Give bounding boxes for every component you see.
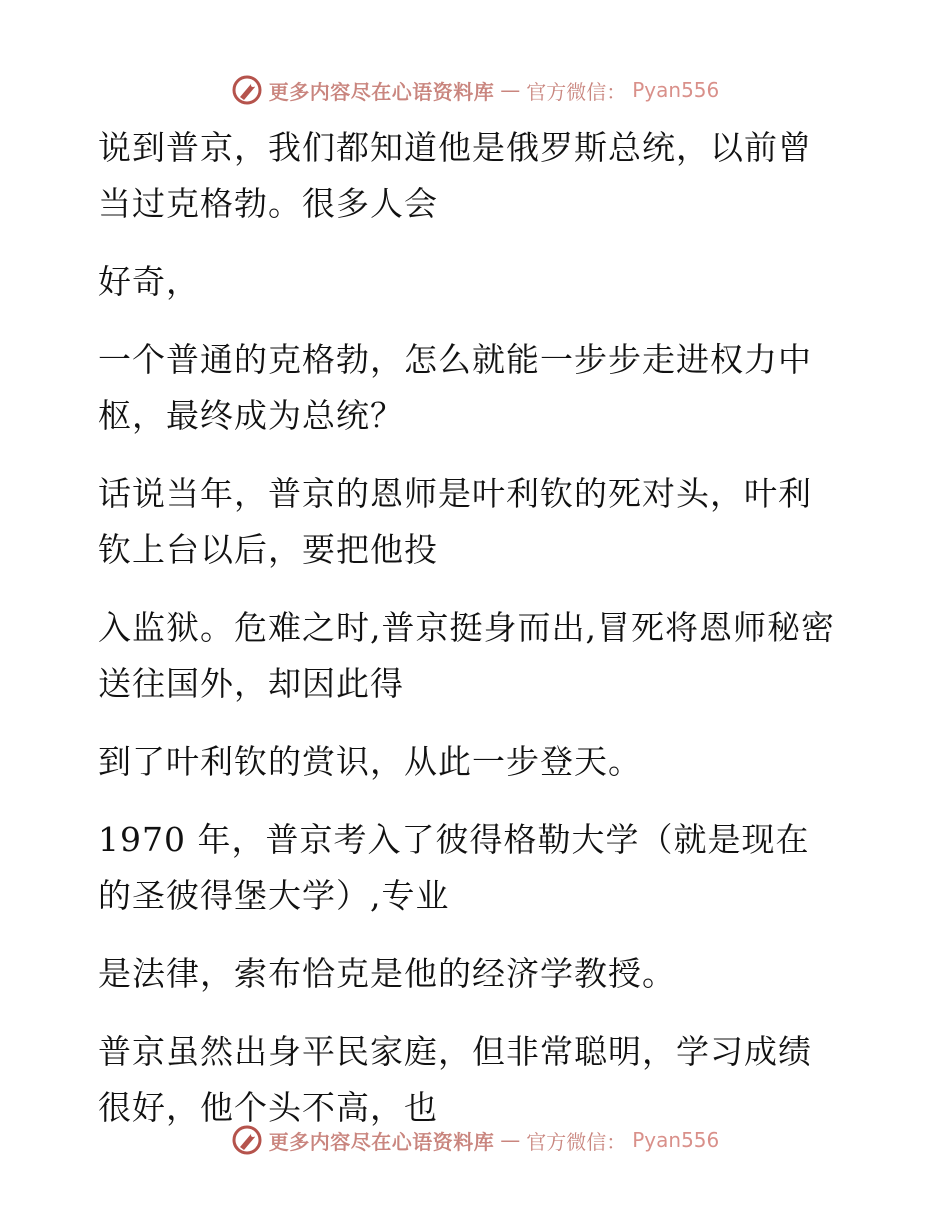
- watermark-text: 更多内容尽在心语资料库: [268, 1129, 495, 1154]
- pen-logo-icon: [231, 74, 263, 106]
- header-watermark: [0, 72, 950, 108]
- watermark-text: 更多内容尽在心语资料库: [268, 79, 495, 104]
- watermark-dash: —: [500, 78, 521, 102]
- footer-watermark: [0, 1122, 950, 1158]
- paragraph-3: 一个普通的克格勃，怎么就能一步步走进权力中枢，最终成为总统？: [98, 340, 812, 435]
- paragraph-6: 到了叶利钦的赏识，从此一步登天。: [98, 742, 642, 781]
- paragraph-2: 好奇，: [98, 262, 200, 301]
- watermark-wechat-id: Pyan556: [632, 1128, 720, 1152]
- document-body: [98, 120, 838, 1158]
- pen-logo-icon: [231, 1124, 263, 1156]
- watermark-dash: —: [500, 1128, 521, 1152]
- paragraph-1: 说到普京，我们都知道他是俄罗斯总统，以前曾当过克格勃。很多人会: [98, 128, 812, 223]
- watermark-wechat-label: 官方微信：: [526, 79, 627, 104]
- watermark-wechat-id: Pyan556: [632, 78, 720, 102]
- paragraph-9: 普京虽然出身平民家庭，但非常聪明，学习成绩很好，他个头不高，也: [98, 1032, 812, 1127]
- paragraph-5: 入监狱。危难之时,普京挺身而出,冒死将恩师秘密送往国外，却因此得: [98, 608, 835, 703]
- paragraph-8: 是法律，索布恰克是他的经济学教授。: [98, 954, 676, 993]
- paragraph-7: 1970 年，普京考入了彼得格勒大学（就是现在的圣彼得堡大学）,专业: [98, 820, 810, 915]
- watermark-wechat-label: 官方微信：: [526, 1129, 627, 1154]
- paragraph-4: 话说当年，普京的恩师是叶利钦的死对头，叶利钦上台以后，要把他投: [98, 474, 812, 569]
